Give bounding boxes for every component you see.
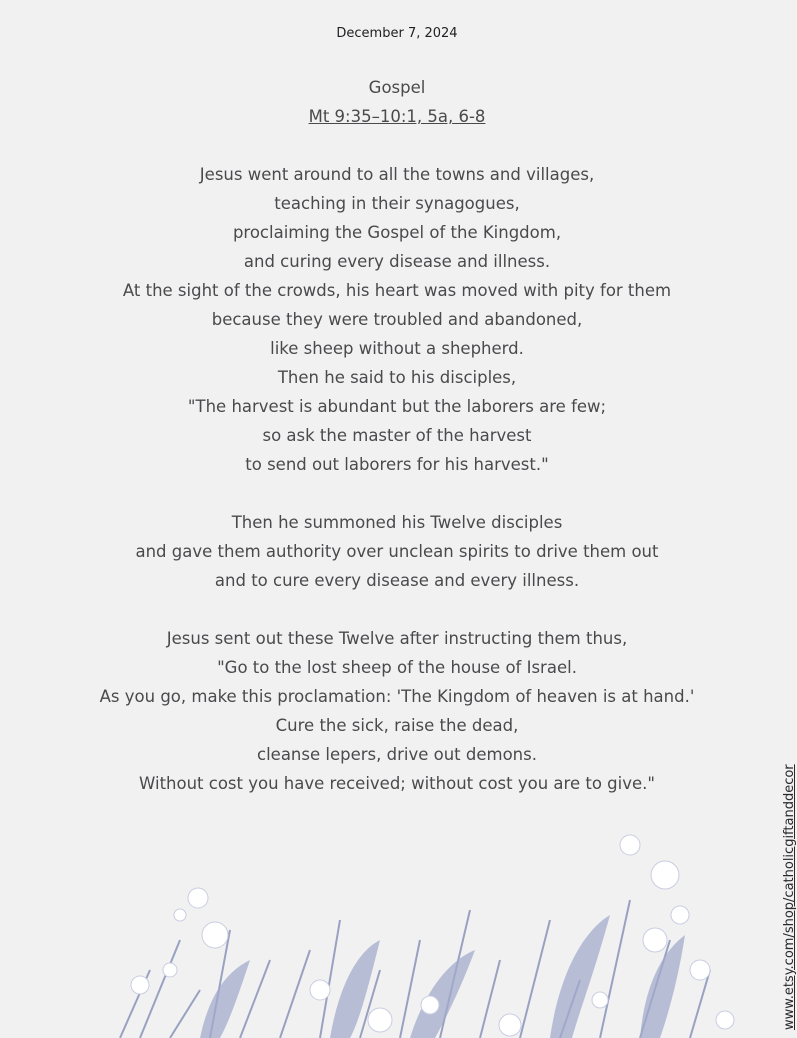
text-line: cleanse lepers, drive out demons. bbox=[257, 745, 537, 764]
text-line: Then he said to his disciples, bbox=[277, 368, 517, 387]
text-line: As you go, make this proclamation: 'The Kingdom of heaven is at hand.' bbox=[99, 687, 695, 706]
text-line: proclaiming the Gospel of the Kingdom, bbox=[232, 223, 562, 242]
text-line: and curing every disease and illness. bbox=[243, 252, 551, 271]
text-line: Jesus sent out these Twelve after instructing them thus, bbox=[166, 629, 628, 648]
text-line: Jesus went around to all the towns and villages, bbox=[199, 165, 595, 184]
text-line: "The harvest is abundant but the laborers are few; bbox=[187, 397, 607, 416]
text-line: so ask the master of the harvest bbox=[262, 426, 532, 445]
text-line: to send out laborers for his harvest." bbox=[245, 455, 549, 474]
text-line: and gave them authority over unclean spirits to drive them out bbox=[135, 542, 659, 561]
text-line: "Go to the lost sheep of the house of Israel. bbox=[217, 658, 577, 677]
text-line: Cure the sick, raise the dead, bbox=[275, 716, 519, 735]
text-line: At the sight of the crowds, his heart was moved with pity for them bbox=[122, 281, 672, 300]
text-line: because they were troubled and abandoned, bbox=[211, 310, 583, 329]
paragraph bbox=[20, 508, 774, 595]
paragraph bbox=[20, 160, 774, 479]
winter-foliage-illustration bbox=[80, 820, 760, 1038]
text-line: Without cost you have received; without cost you are to give." bbox=[139, 774, 655, 793]
text-line: teaching in their synagogues, bbox=[274, 194, 520, 213]
date: December 7, 2024 bbox=[336, 26, 458, 41]
scripture-reference[interactable] bbox=[0, 107, 794, 126]
text-line: Then he summoned his Twelve disciples bbox=[231, 513, 563, 532]
gospel-text bbox=[20, 160, 774, 827]
text-line: and to cure every disease and every illness. bbox=[214, 571, 580, 590]
paragraph bbox=[20, 624, 774, 798]
watermark-url[interactable]: www.etsy.com/shop/catholicgiftanddecor bbox=[782, 764, 797, 1030]
scripture-reference-link[interactable]: Mt 9:35–10:1, 5a, 6-8 bbox=[308, 107, 486, 126]
text-line: like sheep without a shepherd. bbox=[270, 339, 524, 358]
reading-heading: Gospel bbox=[368, 78, 426, 97]
